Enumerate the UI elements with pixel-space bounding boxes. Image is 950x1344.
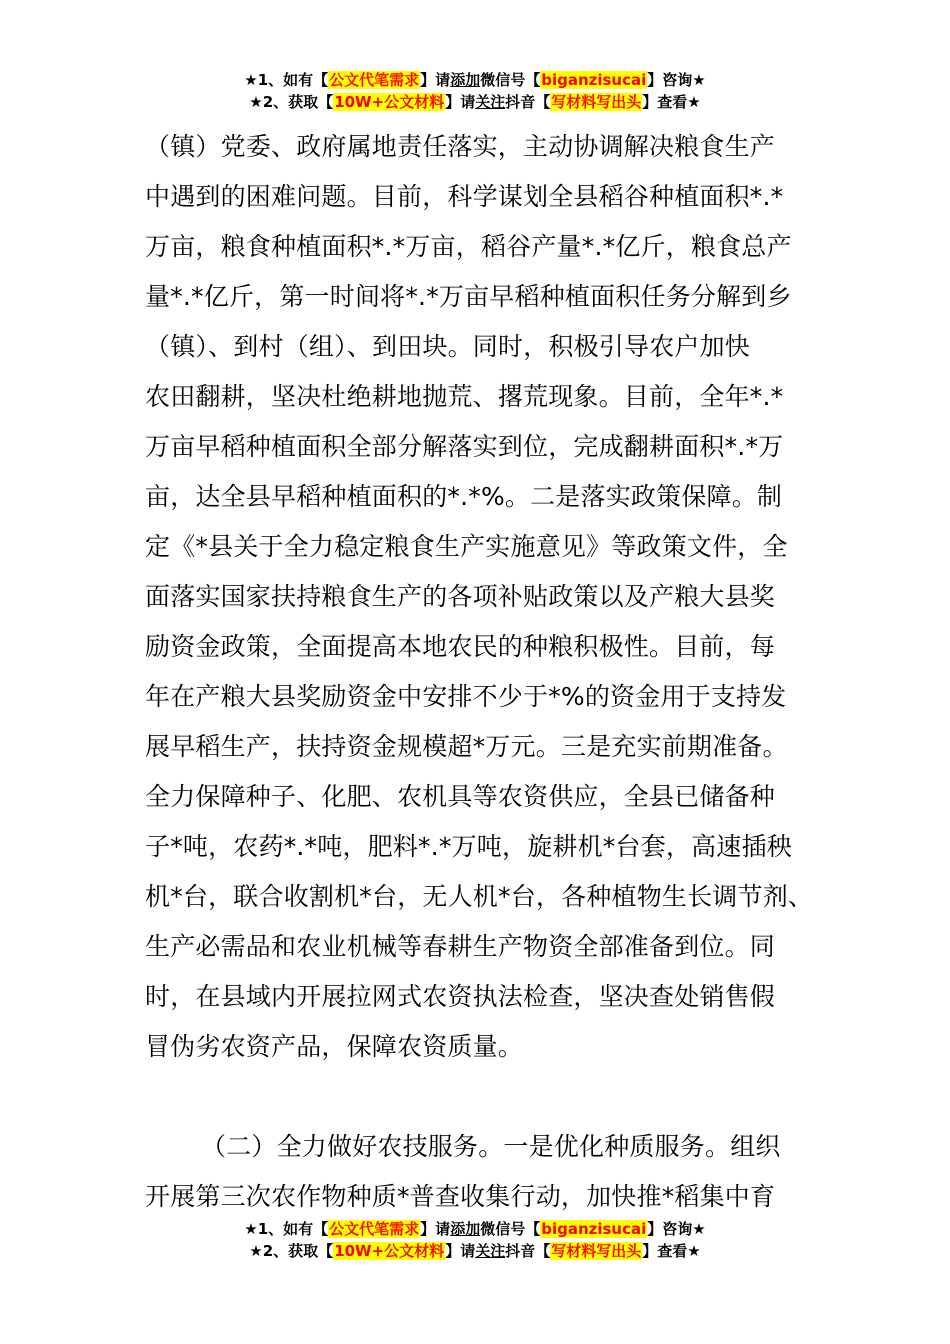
banner-text: ★1、如有【 bbox=[244, 71, 329, 89]
banner-underlined-text: 关注 bbox=[475, 1242, 506, 1260]
body-line: 励资金政策，全面提高本地农民的种粮积极性。目前，每 bbox=[145, 632, 776, 661]
body-line: 中遇到的困难问题。目前，科学谋划全县稻谷种植面积*.* bbox=[145, 182, 784, 211]
body-line: 定《*县关于全力稳定粮食生产实施意见》等政策文件，全 bbox=[145, 532, 788, 561]
body-line: 生产必需品和农业机械等春耕生产物资全部准备到位。同 bbox=[145, 932, 776, 961]
banner-underlined-text: 关注 bbox=[475, 93, 506, 111]
banner-text: 】请 bbox=[420, 71, 451, 89]
body-line: 亩，达全县早稻种植面积的*.*%。二是落实政策保障。制 bbox=[145, 482, 783, 511]
banner-text: ★2、获取【 bbox=[249, 93, 334, 111]
banner-text: 】咨询★ bbox=[647, 1220, 706, 1238]
body-line: 开展第三次农作物种质*普查收集行动，加快推*稻集中育 bbox=[145, 1182, 776, 1211]
body-line: 子*吨，农药*.*吨，肥料*.*万吨，旋耕机*台套，高速插秧 bbox=[145, 832, 792, 861]
banner-highlight: 10W+公文材料 bbox=[334, 93, 445, 111]
body-line: 展早稻生产，扶持资金规模超*万元。三是充实前期准备。 bbox=[145, 732, 788, 761]
banner-highlight: biganzisucai bbox=[541, 71, 647, 89]
banner-text: 抖音【 bbox=[505, 1242, 551, 1260]
banner-text: 】请 bbox=[445, 1242, 476, 1260]
footer-banner bbox=[0, 1218, 950, 1262]
banner-text: 】咨询★ bbox=[647, 71, 706, 89]
banner-highlight: 公文代笔需求 bbox=[329, 71, 420, 89]
banner-underlined-text: 添加 bbox=[450, 1220, 481, 1238]
banner-line-2 bbox=[0, 1240, 950, 1262]
body-line: 面落实国家扶持粮食生产的各项补贴政策以及产粮大县奖 bbox=[145, 582, 776, 611]
banner-text: ★1、如有【 bbox=[244, 1220, 329, 1238]
banner-text: 】请 bbox=[445, 93, 476, 111]
banner-line-1 bbox=[0, 69, 950, 91]
banner-highlight: 10W+公文材料 bbox=[334, 1242, 445, 1260]
banner-text: 微信号【 bbox=[480, 1220, 541, 1238]
body-line: 冒伪劣农资产品，保障农资质量。 bbox=[145, 1032, 524, 1061]
body-line: （镇）党委、政府属地责任落实，主动协调解决粮食生产 bbox=[145, 132, 776, 161]
banner-line-1 bbox=[0, 1218, 950, 1240]
body-line: 年在产粮大县奖励资金中安排不少于*%的资金用于支持发 bbox=[145, 682, 787, 711]
body-line: 万亩早稻种植面积全部分解落实到位，完成翻耕面积*.*万 bbox=[145, 432, 784, 461]
header-banner bbox=[0, 69, 950, 113]
banner-highlight: 公文代笔需求 bbox=[329, 1220, 420, 1238]
banner-highlight: 写材料写出头 bbox=[551, 93, 642, 111]
banner-text: 抖音【 bbox=[505, 93, 551, 111]
banner-text: ★2、获取【 bbox=[249, 1242, 334, 1260]
banner-text: 】请 bbox=[420, 1220, 451, 1238]
body-line: 时，在县域内开展拉网式农资执法检查，坚决查处销售假 bbox=[145, 982, 776, 1011]
banner-underlined-text: 添加 bbox=[450, 71, 481, 89]
body-line: 量*.*亿斤，第一时间将*.*万亩早稻种植面积任务分解到乡 bbox=[145, 282, 792, 311]
body-line: 农田翻耕，坚决杜绝耕地抛荒、撂荒现象。目前，全年*.* bbox=[145, 382, 784, 411]
document-body bbox=[145, 122, 845, 1222]
body-line: 全力保障种子、化肥、农机具等农资供应，全县已储备种 bbox=[145, 782, 776, 811]
banner-text: 微信号【 bbox=[480, 71, 541, 89]
section-heading-line: （二）全力做好农技服务。一是优化种质服务。组织 bbox=[201, 1132, 781, 1161]
banner-line-2 bbox=[0, 91, 950, 113]
banner-text: 】查看★ bbox=[642, 93, 701, 111]
paragraph-gap bbox=[145, 1072, 845, 1122]
banner-text: 】查看★ bbox=[642, 1242, 701, 1260]
body-line: （镇）、到村（组）、到田块。同时，积极引导农户加快 bbox=[145, 332, 751, 361]
body-line: 机*台，联合收割机*台，无人机*台，各种植物生长调节剂、 bbox=[145, 882, 814, 911]
banner-highlight: biganzisucai bbox=[541, 1220, 647, 1238]
banner-highlight: 写材料写出头 bbox=[551, 1242, 642, 1260]
body-line: 万亩，粮食种植面积*.*万亩，稻谷产量*.*亿斤，粮食总产 bbox=[145, 232, 792, 261]
